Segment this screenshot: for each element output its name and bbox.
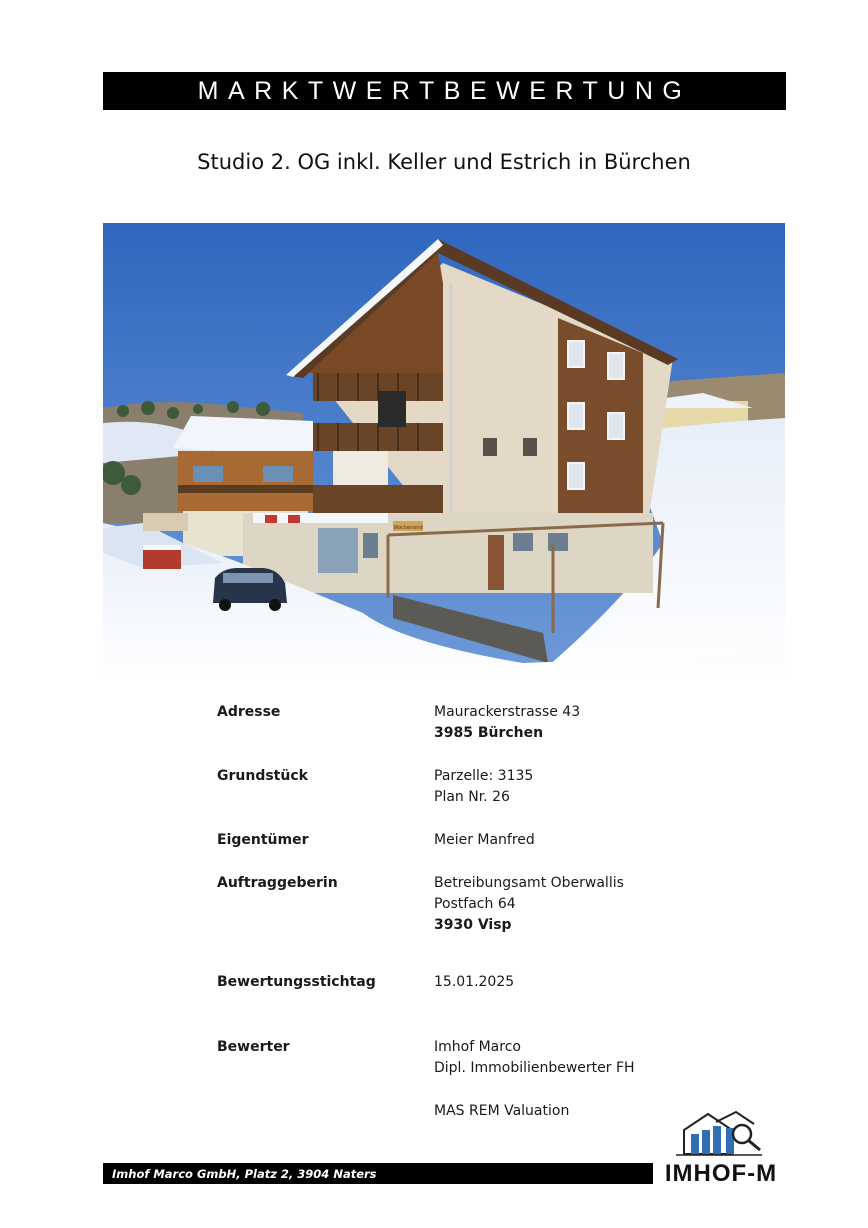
client-label: Auftraggeberin (217, 875, 338, 891)
valuation-date: 15.01.2025 (434, 974, 515, 990)
appraiser-credential: MAS REM Valuation (434, 1103, 570, 1119)
client-name: Betreibungsamt Oberwallis (434, 875, 624, 891)
owner-label: Eigentümer (217, 832, 309, 848)
plot-value (434, 766, 533, 808)
plot-plan: Plan Nr. 26 (434, 789, 510, 805)
client-city: 3930 Visp (434, 917, 512, 933)
footer-company-bar (103, 1163, 653, 1184)
document-title (103, 72, 786, 110)
property-photo-illustration (103, 223, 785, 679)
valuation-date-value (434, 972, 514, 993)
address-label: Adresse (217, 704, 281, 720)
logo-text: IMHOF-M (664, 1160, 778, 1187)
valuation-date-label: Bewertungsstichtag (217, 974, 376, 990)
plot-parcel: Parzelle: 3135 (434, 768, 534, 784)
document-title-text: MARKTWERTBEWERTUNG (197, 76, 692, 105)
owner-name: Meier Manfred (434, 832, 535, 848)
plot-label: Grundstück (217, 768, 308, 784)
appraiser-value (434, 1037, 635, 1122)
house-magnifier-icon (656, 1108, 786, 1160)
property-photo (103, 223, 785, 679)
shop-sign-text: Wochenend (393, 525, 423, 531)
address-value (434, 702, 580, 744)
address-street: Maurackerstrasse 43 (434, 704, 581, 720)
appraiser-degree: Dipl. Immobilienbewerter FH (434, 1060, 635, 1076)
appraiser-name: Imhof Marco (434, 1039, 521, 1055)
appraiser-label: Bewerter (217, 1039, 290, 1055)
client-po-box: Postfach 64 (434, 896, 516, 912)
owner-value (434, 830, 535, 851)
document-subtitle: Studio 2. OG inkl. Keller und Estrich in Bürchen (197, 150, 691, 174)
client-value (434, 873, 624, 936)
company-logo (656, 1108, 786, 1188)
address-city: 3985 Bürchen (434, 725, 544, 741)
footer-company-text: Imhof Marco GmbH, Platz 2, 3904 Naters (112, 1166, 377, 1181)
